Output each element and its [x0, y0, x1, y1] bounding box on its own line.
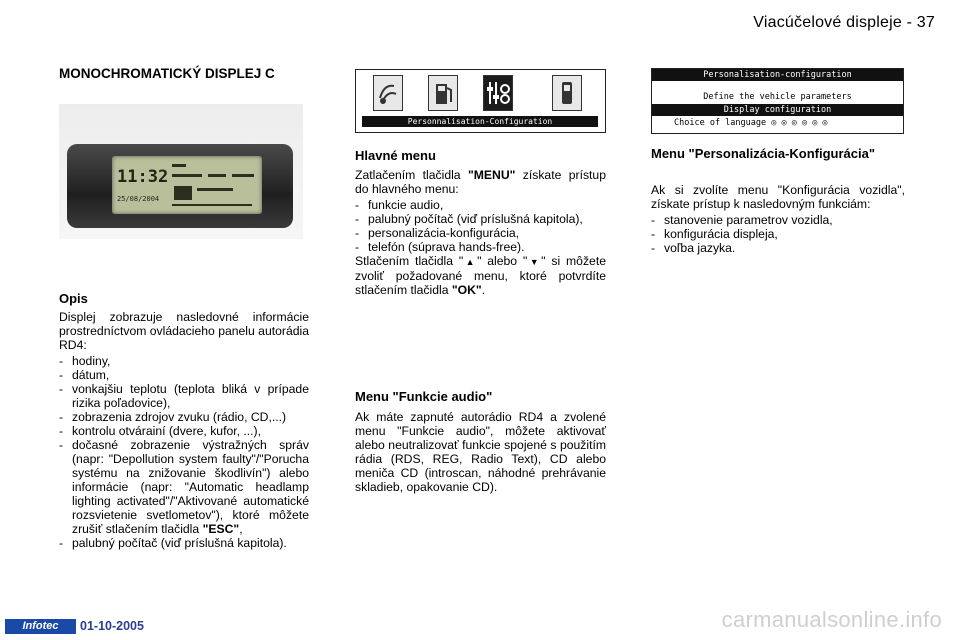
config-menu-screen: [651, 68, 904, 134]
up-arrow-icon: ▲: [463, 257, 478, 267]
hlavne-pre: Zatlačením tlačidla: [355, 168, 461, 182]
lcd-date: 25/08/2004: [117, 195, 160, 203]
footer-date: 01-10-2005: [80, 619, 144, 633]
list-item: - kontrolu otvárainí (dvere, kufor, ...),: [59, 424, 309, 438]
nav-text-1: Stlačením tlačidla ": [355, 254, 464, 268]
language-flag-icons: ◎ ◎ ◎ ◎ ◎ ◎: [771, 118, 828, 128]
settings-sliders-icon: [483, 75, 513, 111]
infotec-badge: Infotec: [5, 619, 76, 634]
section-heading: MONOCHROMATICKÝ DISPLEJ C: [59, 66, 275, 81]
config-title: Menu "Personalizácia-Konfigurácia": [651, 146, 875, 161]
opis-title: Opis: [59, 291, 88, 306]
opis-list: [59, 354, 309, 550]
lcd-segment: [208, 174, 226, 177]
esc-after: ,: [239, 522, 243, 536]
config-screen-row: [652, 117, 903, 129]
main-menu-screen: [355, 69, 606, 133]
lcd-screen: [112, 156, 262, 214]
lcd-segment: [232, 174, 254, 177]
esc-label: "ESC": [202, 522, 240, 536]
hlavne-block: [355, 168, 606, 297]
config-list: [651, 213, 905, 255]
audio-menu-icon: [373, 75, 403, 111]
nav-text-3: " si môžete zvoliť požadované menu, ktoré potvrdíte stlačením tlačidla: [355, 254, 606, 297]
nav-instructions: [355, 254, 606, 297]
audio-title: Menu "Funkcie audio": [355, 389, 493, 404]
nav-text-2: " alebo ": [477, 254, 528, 268]
list-item: - personalizácia-konfigurácia,: [355, 226, 606, 240]
list-item: - funkcie audio,: [355, 198, 606, 212]
hlavne-title: Hlavné menu: [355, 148, 436, 163]
list-item: [59, 438, 309, 536]
menu-bar-label: Personnalisation-Configuration: [362, 116, 598, 127]
lcd-segment: [172, 164, 186, 167]
phone-icon: [552, 75, 582, 111]
opis-intro: Displej zobrazuje nasledovné informácie prostredníctvom ovládacieho panelu autorádia RD4:: [59, 310, 310, 352]
config-screen-title: Personalisation-configuration: [652, 69, 903, 81]
hlavne-post: získate prístup do hlavného menu:: [355, 168, 606, 196]
lcd-segment: [172, 204, 252, 206]
language-label: Choice of language: [674, 118, 767, 128]
watermark: carmanualsonline.info: [721, 607, 942, 632]
list-item: - voľba jazyka.: [651, 241, 905, 255]
list-item-text: dočasné zobrazenie výstražných správ (napr: "Depollution system faulty"/"Porucha systému na znižovanie škodlivín") alebo informácie (napr: "Automatic headlamp lighting activated"/"Aktivované automatické rozsvietenie svetlometov"), ktoré môžete zrušiť stlačením tlačidla: [72, 438, 309, 536]
list-item: - stanovenie parametrov vozidla,: [651, 213, 905, 227]
display-photo: [59, 104, 303, 239]
hlavne-intro: [355, 168, 606, 196]
config-screen-row-selected: Display configuration: [652, 104, 903, 116]
opis-block: [59, 310, 309, 550]
config-block: [651, 183, 905, 255]
list-item: - palubný počítač (viď príslušná kapitola),: [355, 212, 606, 226]
config-screen-row: Define the vehicle parameters: [703, 92, 852, 102]
list-item: - telefón (súprava hands-free).: [355, 240, 606, 254]
lcd-time: 11:32: [117, 167, 169, 187]
ok-label: "OK": [451, 283, 482, 297]
lcd-segment: [197, 188, 233, 191]
hlavne-list: [355, 198, 606, 254]
config-text: Ak si zvolíte menu "Konfigurácia vozidla", získate prístup k nasledovným funkciám:: [651, 183, 905, 211]
audio-text: Ak máte zapnuté autorádio RD4 a zvolené menu "Funkcie audio", môžete aktivovať alebo neutralizovať funkcie spojené s použitím rádia (RDS, REG, Radio Text), CD alebo meniča CD (introscan, náhodné prehrávanie skladieb, opakovanie CD).: [355, 410, 606, 494]
lcd-segment: [174, 186, 192, 200]
fuel-pump-icon: [428, 75, 458, 111]
menu-label: "MENU": [467, 168, 516, 182]
list-item: - zobrazenia zdrojov zvuku (rádio, CD,...): [59, 410, 309, 424]
page-header: Viacúčelové displeje - 37: [753, 14, 935, 31]
display-bezel: [67, 144, 293, 228]
list-item: - dátum,: [59, 368, 309, 382]
down-arrow-icon: ▼: [527, 257, 542, 267]
ok-after: .: [481, 283, 486, 297]
list-item: - konfigurácia displeja,: [651, 227, 905, 241]
list-item: - hodiny,: [59, 354, 309, 368]
lcd-segment: [172, 174, 202, 177]
list-item: - vonkajšiu teplotu (teplota bliká v prípade rizika poľadovice),: [59, 382, 309, 410]
list-item: - palubný počítač (viď príslušná kapitola).: [59, 536, 309, 550]
